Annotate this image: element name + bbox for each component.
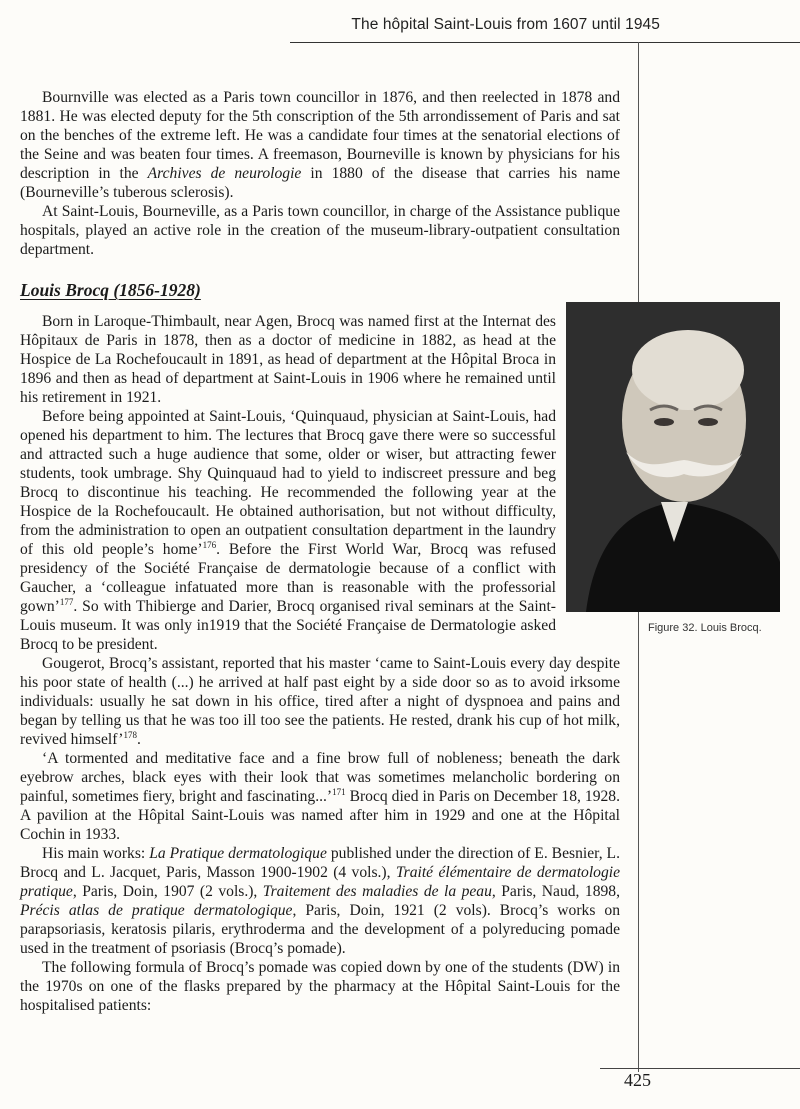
footnote-ref: 178: [123, 729, 137, 740]
italic-title: La Pratique dermatologique: [149, 845, 327, 862]
portrait-illustration: [566, 302, 780, 612]
paragraph-pomade-formula: The following formula of Brocq’s pomade was copied down by one of the students (DW) in the 1970s on one of the flasks prepared by the pharmacy at the Hôpital Saint-Louis for the hospitalised patients:: [20, 959, 620, 1014]
footer-rule: [600, 1068, 800, 1069]
paragraph-text: ‘A tormented and meditative face and a fine brow full of nobleness; beneath the dark eyebrow arches, black eyes with their look that was sometimes melancholic bordering on painful, sometimes fiery, bright and fascinating...’: [20, 750, 620, 805]
paragraph-text: .: [136, 731, 141, 748]
paragraph-intro-1: [20, 88, 620, 202]
running-header: The hôpital Saint-Louis from 1607 until 1945: [351, 16, 660, 33]
italic-title: Traité élémentaire de dermatologie pratique: [20, 864, 621, 900]
footnote-ref: 171: [332, 786, 346, 797]
italic-title: Archives de neurologie: [147, 165, 302, 182]
paragraph-text: in 1880 of the disease that carries his name (Bourneville’s tuberous sclerosis).: [20, 165, 620, 201]
paragraph-text: . So with Thibierge and Darier, Brocq organised rival seminars at the Saint-Louis museum. It was only in1919 that the Société Française de Dermatologie asked Brocq to be president.: [20, 598, 556, 653]
paragraph-brocq-3: [20, 654, 620, 749]
footnote-ref: 176: [202, 539, 217, 550]
paragraph-intro-2: At Saint-Louis, Bourneville, as a Paris town councillor, in charge of the Assistance publique hospitals, played an active role in the creation of the museum-library-outpatient consultation department.: [20, 203, 620, 258]
paragraph-text: . Before the First World War, Brocq was refused presidency of the Société Française de dermatologie because of a conflict with Gaucher, a ‘colleague infatuated more than is reasonable with the professorial gown’: [20, 541, 557, 615]
paragraph-text: published under the direction of E. Besnier, L. Brocq and L. Jacquet, Paris, Masson 1900-1902 (4 vols.),: [20, 845, 620, 881]
paragraph-brocq-2: [20, 407, 556, 654]
text-column: [20, 88, 620, 1015]
paragraph-text: Before being appointed at Saint-Louis, ‘Quinquaud, physician at Saint-Louis, had opened his department to him. The lectures that Brocq gave there were so successful and attracted such a huge audience that some, older or wiser, but attracting fewer students, took umbrage. Shy Quinquaud had to yield to indiscreet pressure and beg Brocq to discontinue his teaching. He recommended the following year at the Hospice de la Rochefoucault. He obtained authorisation, but not without difficulty, from the administration to open an outpatient consultation department in the laundry of this old people’s home’: [20, 408, 556, 558]
italic-title: Traitement des maladies de la peau: [262, 883, 492, 900]
section-heading: Louis Brocq (1856-1928): [20, 280, 201, 300]
paragraph-text: , Paris, Doin, 1907 (2 vols.),: [72, 883, 263, 900]
portrait-photo: [566, 302, 780, 612]
paragraph-text: Brocq died in Paris on December 18, 1928. A pavilion at the Hôpital Saint-Louis was named after him in 1929 and one at the Hôpital Cochin in 1933.: [20, 788, 620, 843]
paragraph-brocq-1: Born in Laroque-Thimbault, near Agen, Brocq was named first at the Internat des Hôpitaux de Paris in 1878, then as a doctor of medicine in 1882, as head at the Hospice de La Rochefoucault in 1891, as head of department at the Hôpital Broca in 1896 and then as head of department at Saint-Louis in 1906 where he remained until his retirement in 1921.: [20, 313, 556, 406]
paragraph-text: , Paris, Doin, 1921 (2 vols). Brocq’s works on parapsoriasis, keratosis pilaris, erythroderma and the development of a polyreducing pomade used in the treatment of psoriasis (Brocq’s pomade).: [20, 902, 620, 957]
italic-title: Précis atlas de pratique dermatologique: [20, 902, 293, 919]
paragraph-brocq-works: [20, 844, 620, 958]
left-eye: [654, 418, 674, 426]
paragraph-brocq-4: [20, 749, 620, 844]
figure-caption: Figure 32. Louis Brocq.: [648, 622, 762, 634]
forehead-highlight: [632, 330, 744, 410]
page-number: 425: [624, 1070, 651, 1090]
footnote-ref: 177: [59, 596, 74, 607]
right-eye: [698, 418, 718, 426]
header-rule: [290, 42, 800, 43]
paragraph-text: His main works:: [42, 845, 150, 862]
paragraph-text: Gougerot, Brocq’s assistant, reported that his master ‘came to Saint-Louis every day despite his poor state of health (...) he arrived at half past eight by a side door so as to avoid irksome individuals: usually he sat down in his office, tired after a night of dyspnoea and pains and began by telling us that he was too ill too see the patients. He rested, drank his cup of hot milk, revived himself’: [20, 655, 620, 748]
paragraph-text: Bournville was elected as a Paris town councillor in 1876, and then reelected in 1878 and 1881. He was elected deputy for the 5th conscription of the 5th arrondissement of Paris and sat on the benches of the extreme left. He was a candidate four times at the senatorial elections of the Seine and was beaten four times. A freemason, Bourneville is known by physicians for his description in the: [20, 89, 620, 182]
paragraph-text: , Paris, Naud, 1898,: [491, 883, 620, 900]
